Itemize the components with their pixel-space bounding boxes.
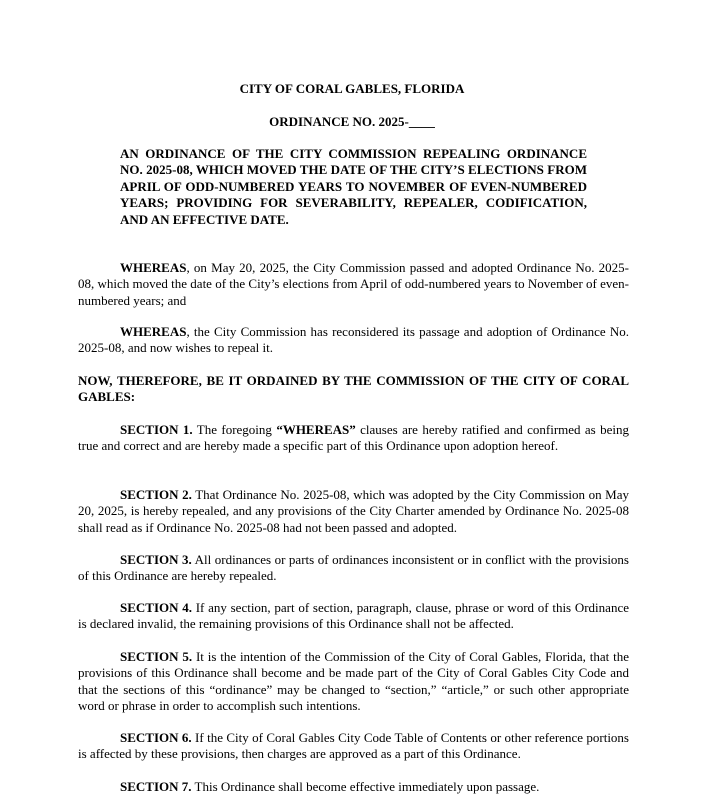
ordained-clause: NOW, THEREFORE, BE IT ORDAINED BY THE COMMISSION OF THE CITY OF CORAL GABLES:: [78, 373, 629, 405]
section-label: SECTION 6.: [120, 730, 192, 745]
section-label: SECTION 3.: [120, 552, 192, 567]
ordinance-title: AN ORDINANCE OF THE CITY COMMISSION REPEALING ORDINANCE NO. 2025-08, WHICH MOVED THE DATE OF THE CITY’S ELECTIONS FROM APRIL OF ODD-NUMBERED YEARS TO NOVEMBER OF EVEN-NUMBERED YEARS; PROVIDING FOR SEVERABILITY, REPEALER, CODIFICATION, AND AN EFFECTIVE DATE.: [120, 146, 587, 227]
whereas-clause-1: [78, 260, 629, 309]
whereas-text: , the City Commission has reconsidered its passage and adoption of Ordinance No. 2025-08, and now wishes to repeal it.: [78, 324, 629, 356]
section-label: SECTION 4.: [120, 600, 192, 615]
section-label: SECTION 2.: [120, 487, 192, 502]
section-label: SECTION 5.: [120, 649, 193, 664]
section-1: [78, 422, 629, 455]
section-4: [78, 600, 629, 633]
section-text: clauses are hereby ratified and confirmed as being true and correct and are hereby made a specific part of this Ordinance upon adoption hereof.: [78, 422, 629, 454]
section-text: If the City of Coral Gables City Code Table of Contents or other reference portions is affected by these provisions, then charges are approved as a part of this Ordinance.: [78, 730, 629, 762]
section-text: This Ordinance shall become effective immediately upon passage.: [191, 779, 540, 794]
section-3: [78, 552, 629, 585]
whereas-quote: “WHEREAS”: [276, 422, 356, 437]
section-label: SECTION 7.: [120, 779, 192, 794]
section-text: It is the intention of the Commission of the City of Coral Gables, Florida, that the provisions of this Ordinance shall become and be made part of the City of Coral Gables City Code and that the sections of this “ordinance” may be changed to “section,” “article,” or such other appropriate word or phrase in order to accomplish such intentions.: [78, 649, 629, 714]
whereas-label: WHEREAS: [120, 324, 187, 339]
whereas-label: WHEREAS: [120, 260, 187, 275]
section-label: SECTION 1.: [120, 422, 193, 437]
whereas-clause-2: [78, 324, 629, 357]
city-heading: CITY OF CORAL GABLES, FLORIDA: [239, 81, 465, 96]
section-5: [78, 649, 629, 715]
section-text: That Ordinance No. 2025-08, which was adopted by the City Commission on May 20, 2025, is hereby repealed, and any provisions of the City Charter amended by Ordinance No. 2025-08 shall read as if Ordinance No. 2025-08 had not been passed and adopted.: [78, 487, 629, 535]
section-7: [78, 779, 629, 795]
section-text: If any section, part of section, paragraph, clause, phrase or word of this Ordinance is declared invalid, the remaining provisions of this Ordinance shall not be affected.: [78, 600, 629, 632]
ordinance-number: ORDINANCE NO. 2025-____: [269, 114, 435, 129]
whereas-text: , on May 20, 2025, the City Commission passed and adopted Ordinance No. 2025-08, which moved the date of the City’s elections from April of odd-numbered years to November of even-numbered years; and: [78, 260, 629, 308]
section-2: [78, 487, 629, 536]
section-text: The foregoing: [192, 422, 277, 437]
section-6: [78, 730, 629, 763]
section-text: All ordinances or parts of ordinances inconsistent or in conflict with the provisions of this Ordinance are hereby repealed.: [78, 552, 629, 584]
